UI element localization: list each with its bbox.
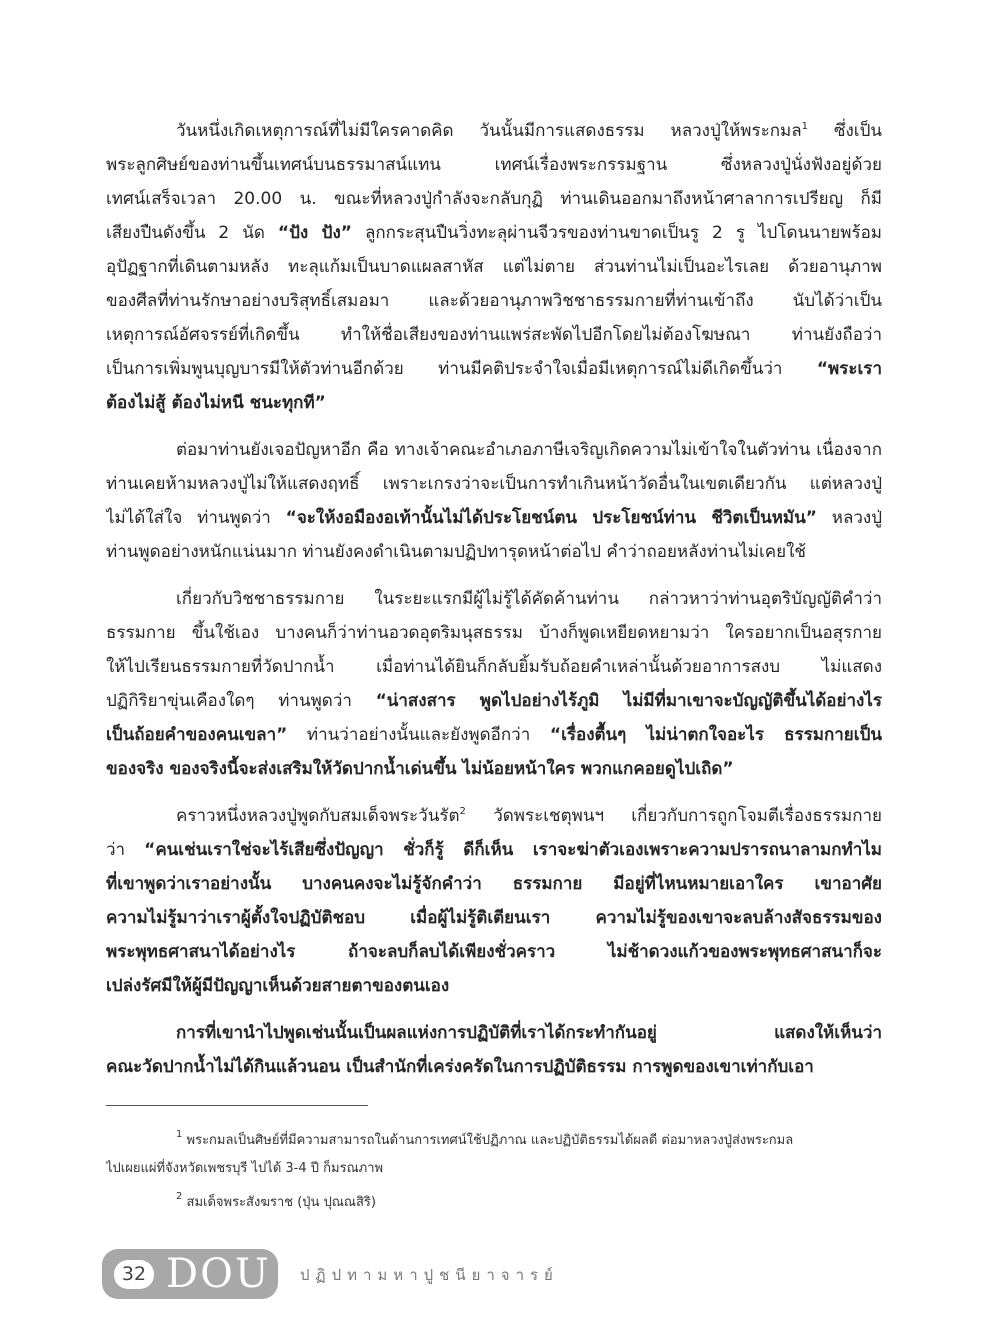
bold-quote: ที่เขาพูดว่าเราอย่างนั้น บางคนคงจะไม่รู้จักคำว่า ธรรมกาย มีอยู่ที่ไหนหมายเอาใคร เขาอาศัย (106, 874, 882, 894)
text-run: คราวหนึ่งหลวงปู่พูดกับสมเด็จพระวันรัต (176, 806, 460, 826)
bold-quote: “น่าสงสาร พูดไปอย่างไร้ภูมิ ไม่มีที่มาเขาจะบัญญัติขึ้นได้อย่างไร (375, 691, 882, 711)
series-title: ปฏิปทามหาปูชนียาจารย์ (300, 1266, 559, 1284)
main-body (106, 114, 882, 1097)
text-run: เกี่ยวกับวิชชาธรรมกาย ในระยะแรกมีผู้ไม่รู้ได้คัดค้านท่าน กล่าวหาว่าท่านอุตริบัญญัติคำว่า (176, 589, 882, 609)
footnote-divider (106, 1105, 368, 1106)
text-line (106, 216, 882, 250)
footnote-2 (106, 1189, 882, 1217)
text-line (106, 718, 882, 752)
text-line (106, 582, 882, 616)
footnote-line (106, 1127, 882, 1155)
text-run: หลวงปู่ (816, 508, 882, 528)
paragraph (106, 433, 882, 569)
text-run: พระลูกศิษย์ของท่านขึ้นเทศน์บนธรรมาสน์แทน เทศน์เรื่องพระกรรมฐาน ซึ่งหลวงปู่นั่งฟังอยู่ด้วย (106, 155, 882, 175)
text-line (106, 752, 882, 786)
text-line (106, 799, 882, 833)
footnote-marker: 1 (176, 1129, 183, 1140)
bold-quote: ความไม่รู้มาว่าเราผู้ตั้งใจปฏิบัติชอบ เมื่อผู้ไม่รู้ติเตียนเรา ความไม่รู้ของเขาจะลบล้างสัจธรรมของ (106, 908, 882, 928)
text-run: เทศน์เสร็จเวลา 20.00 น. ขณะที่หลวงปู่กำลังจะกลับกุฏิ ท่านเดินออกมาถึงหน้าศาลาการเปรียญ ก็มี (106, 189, 882, 209)
footnote-text: ไปเผยแผ่ที่จังหวัดเพชรบุรี ไปได้ 3-4 ปี ก็มรณภาพ (106, 1161, 384, 1176)
text-line (106, 148, 882, 182)
text-line (106, 250, 882, 284)
text-run: ปฏิกิริยาขุ่นเคืองใดๆ ท่านพูดว่า (106, 691, 376, 711)
text-line (106, 1016, 882, 1050)
footnote-ref: 2 (459, 806, 466, 817)
text-line (106, 284, 882, 318)
footnote-text: พระกมลเป็นศิษย์ที่มีความสามารถในด้านการเทศน์ใช้ปฏิภาณ และปฏิบัติธรรมได้ผลดี ต่อมาหลวงปู่ส่งพระกมล (186, 1133, 794, 1148)
text-line (106, 650, 882, 684)
paragraph (106, 799, 882, 1003)
footnote-text: สมเด็จพระสังฆราช (ปุ่น ปุณณสิริ) (186, 1195, 376, 1210)
text-run: ซึ่งเป็น (808, 121, 882, 141)
text-line (106, 833, 882, 867)
text-line (106, 386, 882, 420)
text-run: เป็นการเพิ่มพูนบุญบารมีให้ตัวท่านอีกด้วย ท่านมีคติประจำใจเมื่อมีเหตุการณ์ไม่ดีเกิดขึ้นว่า (106, 359, 817, 379)
text-run: ธรรมกาย ขึ้นใช้เอง บางคนก็ว่าท่านอวดอุตริมนุสธรรม บ้างก็พูดเหยียดหยามว่า ใครอยากเป็นอสุรกาย (106, 623, 882, 643)
text-run: ไม่ได้ใส่ใจ ท่านพูดว่า (106, 508, 286, 528)
text-line (106, 616, 882, 650)
footnote-line (106, 1189, 882, 1217)
text-run: ลูกกระสุนปืนวิ่งทะลุผ่านจีวรของท่านขาดเป็นรู 2 รู ไปโดนนายพร้อม (351, 223, 882, 243)
bold-quote: “จะให้งอมืองอเท้านั้นไม่ได้ประโยชน์ตน ประโยชน์ท่าน ชีวิตเป็นหมัน” (285, 508, 817, 528)
bold-quote: เป็นถ้อยคำของคนเขลา” (106, 725, 288, 745)
text-line (106, 114, 882, 148)
text-line (106, 969, 882, 1003)
bold-quote: “พระเรา (816, 359, 882, 379)
page-footer (102, 1249, 802, 1301)
text-line (106, 182, 882, 216)
text-line (106, 684, 882, 718)
text-run: ให้ไปเรียนธรรมกายที่วัดปากน้ำ เมื่อท่านได้ยินก็กลับยิ้มรับถ้อยคำเหล่านั้นด้วยอาการสงบ ไม่แสดง (106, 657, 882, 677)
bold-quote: ต้องไม่สู้ ต้องไม่หนี ชนะทุกที” (106, 393, 326, 413)
text-run: เสียงปืนดังขึ้น 2 นัด (106, 223, 278, 243)
footnote-ref: 1 (801, 121, 809, 132)
text-run: คณะวัดปากน้ำไม่ได้กินแล้วนอน เป็นสำนักที่เคร่งครัดในการปฏิบัติธรรม การพูดของเขาเท่ากับเอา (106, 1057, 814, 1077)
text-line (106, 318, 882, 352)
bold-quote: “ปัง ปัง” (277, 223, 352, 243)
bold-quote: เปล่งรัศมีให้ผู้มีปัญญาเห็นด้วยสายตาของตนเอง (106, 976, 450, 996)
text-line (106, 935, 882, 969)
footnote-marker: 2 (176, 1191, 183, 1202)
text-line (106, 467, 882, 501)
page-number: 32 (114, 1260, 154, 1289)
text-run: ต่อมาท่านยังเจอปัญหาอีก คือ ทางเจ้าคณะอำเภอภาษีเจริญเกิดความไม่เข้าใจในตัวท่าน เนื่องจาก (176, 440, 882, 460)
text-run: ท่านเคยห้ามหลวงปู่ไม่ให้แสดงฤทธิ์ เพราะเกรงว่าจะเป็นการทำเกินหน้าวัดอื่นในเขตเดียวกัน แต่หลวงปู่ (106, 474, 882, 494)
paragraph (106, 114, 882, 420)
text-line (106, 535, 882, 569)
text-line (106, 501, 882, 535)
text-run: ของศีลที่ท่านรักษาอย่างบริสุทธิ์เสมอมา และด้วยอานุภาพวิชชาธรรมกายที่ท่านเข้าถึง นับได้ว่าเป็น (106, 291, 882, 311)
text-run: อุปัฏฐากที่เดินตามหลัง ทะลุแก้มเป็นบาดแผลสาหัส แต่ไม่ตาย ส่วนท่านไม่เป็นอะไรเลย ด้วยอานุภาพ (106, 257, 882, 277)
bold-quote: “คนเช่นเราใช่จะไร้เสียซึ่งปัญญา ชั่วก็รู้ ดีก็เห็น เราจะฆ่าตัวเองเพราะความปรารถนาลามกทำไม (144, 840, 882, 860)
text-run: ว่า (106, 840, 145, 860)
text-line (106, 901, 882, 935)
text-line (106, 433, 882, 467)
bold-quote: ของจริง ของจริงนี้จะส่งเสริมให้วัดปากน้ำเด่นขึ้น ไม่น้อยหน้าใคร พวกแกคอยดูไปเถิด” (106, 759, 734, 779)
text-run: ท่านพูดอย่างหนักแน่นมาก ท่านยังคงดำเนินตามปฏิปทารุดหน้าต่อไป คำว่าถอยหลังท่านไม่เคยใช้ (106, 542, 806, 562)
bold-quote: พระพุทธศาสนาได้อย่างไร ถ้าจะลบก็ลบได้เพียงชั่วคราว ไม่ช้าดวงแก้วของพระพุทธศาสนาก็จะ (106, 942, 882, 962)
text-run: การที่เขานำไปพูดเช่นนั้นเป็นผลแห่งการปฏิบัติที่เราได้กระทำกันอยู่ แสดงให้เห็นว่า (176, 1023, 882, 1043)
footnotes (106, 1127, 882, 1223)
text-line (106, 352, 882, 386)
text-run: ท่านว่าอย่างนั้นและยังพูดอีกว่า (287, 725, 550, 745)
dou-badge (102, 1249, 278, 1299)
text-line (106, 867, 882, 901)
text-line (106, 1050, 882, 1084)
bold-quote: “เรื่องตื้นๆ ไม่น่าตกใจอะไร ธรรมกายเป็น (549, 725, 882, 745)
footnote-1 (106, 1127, 882, 1183)
text-run: วัดพระเชตุพนฯ เกี่ยวกับการถูกโจมตีเรื่องธรรมกาย (465, 806, 882, 826)
text-run: วันหนึ่งเกิดเหตุการณ์ที่ไม่มีใครคาดคิด วันนั้นมีการแสดงธรรม หลวงปู่ให้พระกมล (176, 121, 802, 141)
paragraph (106, 1016, 882, 1084)
text-run: เหตุการณ์อัศจรรย์ที่เกิดขึ้น ทำให้ชื่อเสียงของท่านแพร่สะพัดไปอีกโดยไม่ต้องโฆษณา ท่านยังถือว่า (106, 325, 882, 345)
paragraph (106, 582, 882, 786)
dou-logo: DOU (166, 1251, 271, 1297)
